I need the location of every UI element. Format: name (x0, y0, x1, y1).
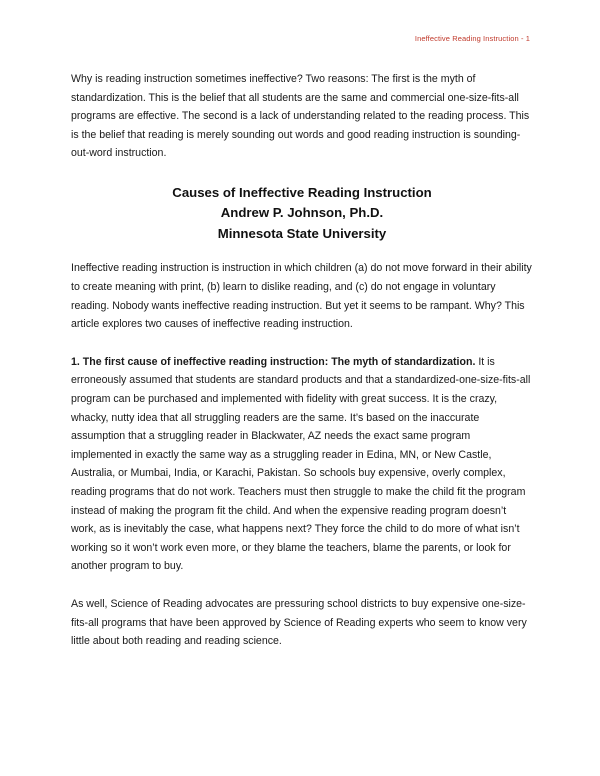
section-1-heading: 1. The first cause of ineffective reading instruction: The myth of standardization. (71, 355, 476, 368)
section-1-text: It is erroneously assumed that students are standard products and that a standardized-one-size-fits-all program can be purchased and implemented with fidelity with great success. It is the crazy, whacky, nutty idea that all struggling readers are the same. It’s based on the inaccurate assumption that a struggling reader in Blackwater, AZ needs the exact same program implemented in exactly the same way as a struggling reader in Edina, MN, or New Castle, Australia, or Mumbai, India, or Karachi, Pakistan. So schools buy expensive, overly complex, reading programs that do not work. Teachers must then struggle to make the child fit the program instead of making the program fit the child. And when the expensive reading program doesn’t work, as is inevitably the case, what happens next? They force the child to do more of what isn’t working so it won’t work even more, or they blame the teachers, blame the parents, or look for another program to buy. (71, 355, 531, 573)
document-content (71, 70, 533, 670)
definition-paragraph: Ineffective reading instruction is instruction in which children (a) do not move forward in their ability to create meaning with print, (b) learn to dislike reading, and (c) do not engage in voluntary reading. Nobody wants ineffective reading instruction. But yet it seems to be rampant. Why? This article explores two causes of ineffective reading instruction. (71, 262, 532, 331)
title-block (71, 183, 533, 245)
intro-paragraph: Why is reading instruction sometimes ineffective? Two reasons: The first is the myth of standardization. This is the belief that all students are the same and commercial one-size-fits-all programs are effective. The second is a lack of understanding related to the reading process. This is the belief that reading is merely sounding out words and good reading instruction is sounding-out-word instruction. (71, 73, 530, 160)
article-title: Causes of Ineffective Reading Instruction (172, 184, 432, 200)
running-header: Ineffective Reading Instruction - 1 (414, 34, 530, 43)
science-of-reading-paragraph: As well, Science of Reading advocates are pressuring school districts to buy expensive one-size-fits-all programs that have been approved by Science of Reading experts who seem to know very little about both reading and reading science. (71, 597, 527, 648)
author-affiliation: Minnesota State University (217, 225, 387, 241)
author-name: Andrew P. Johnson, Ph.D. (220, 205, 384, 221)
section-1-paragraph (71, 353, 533, 576)
